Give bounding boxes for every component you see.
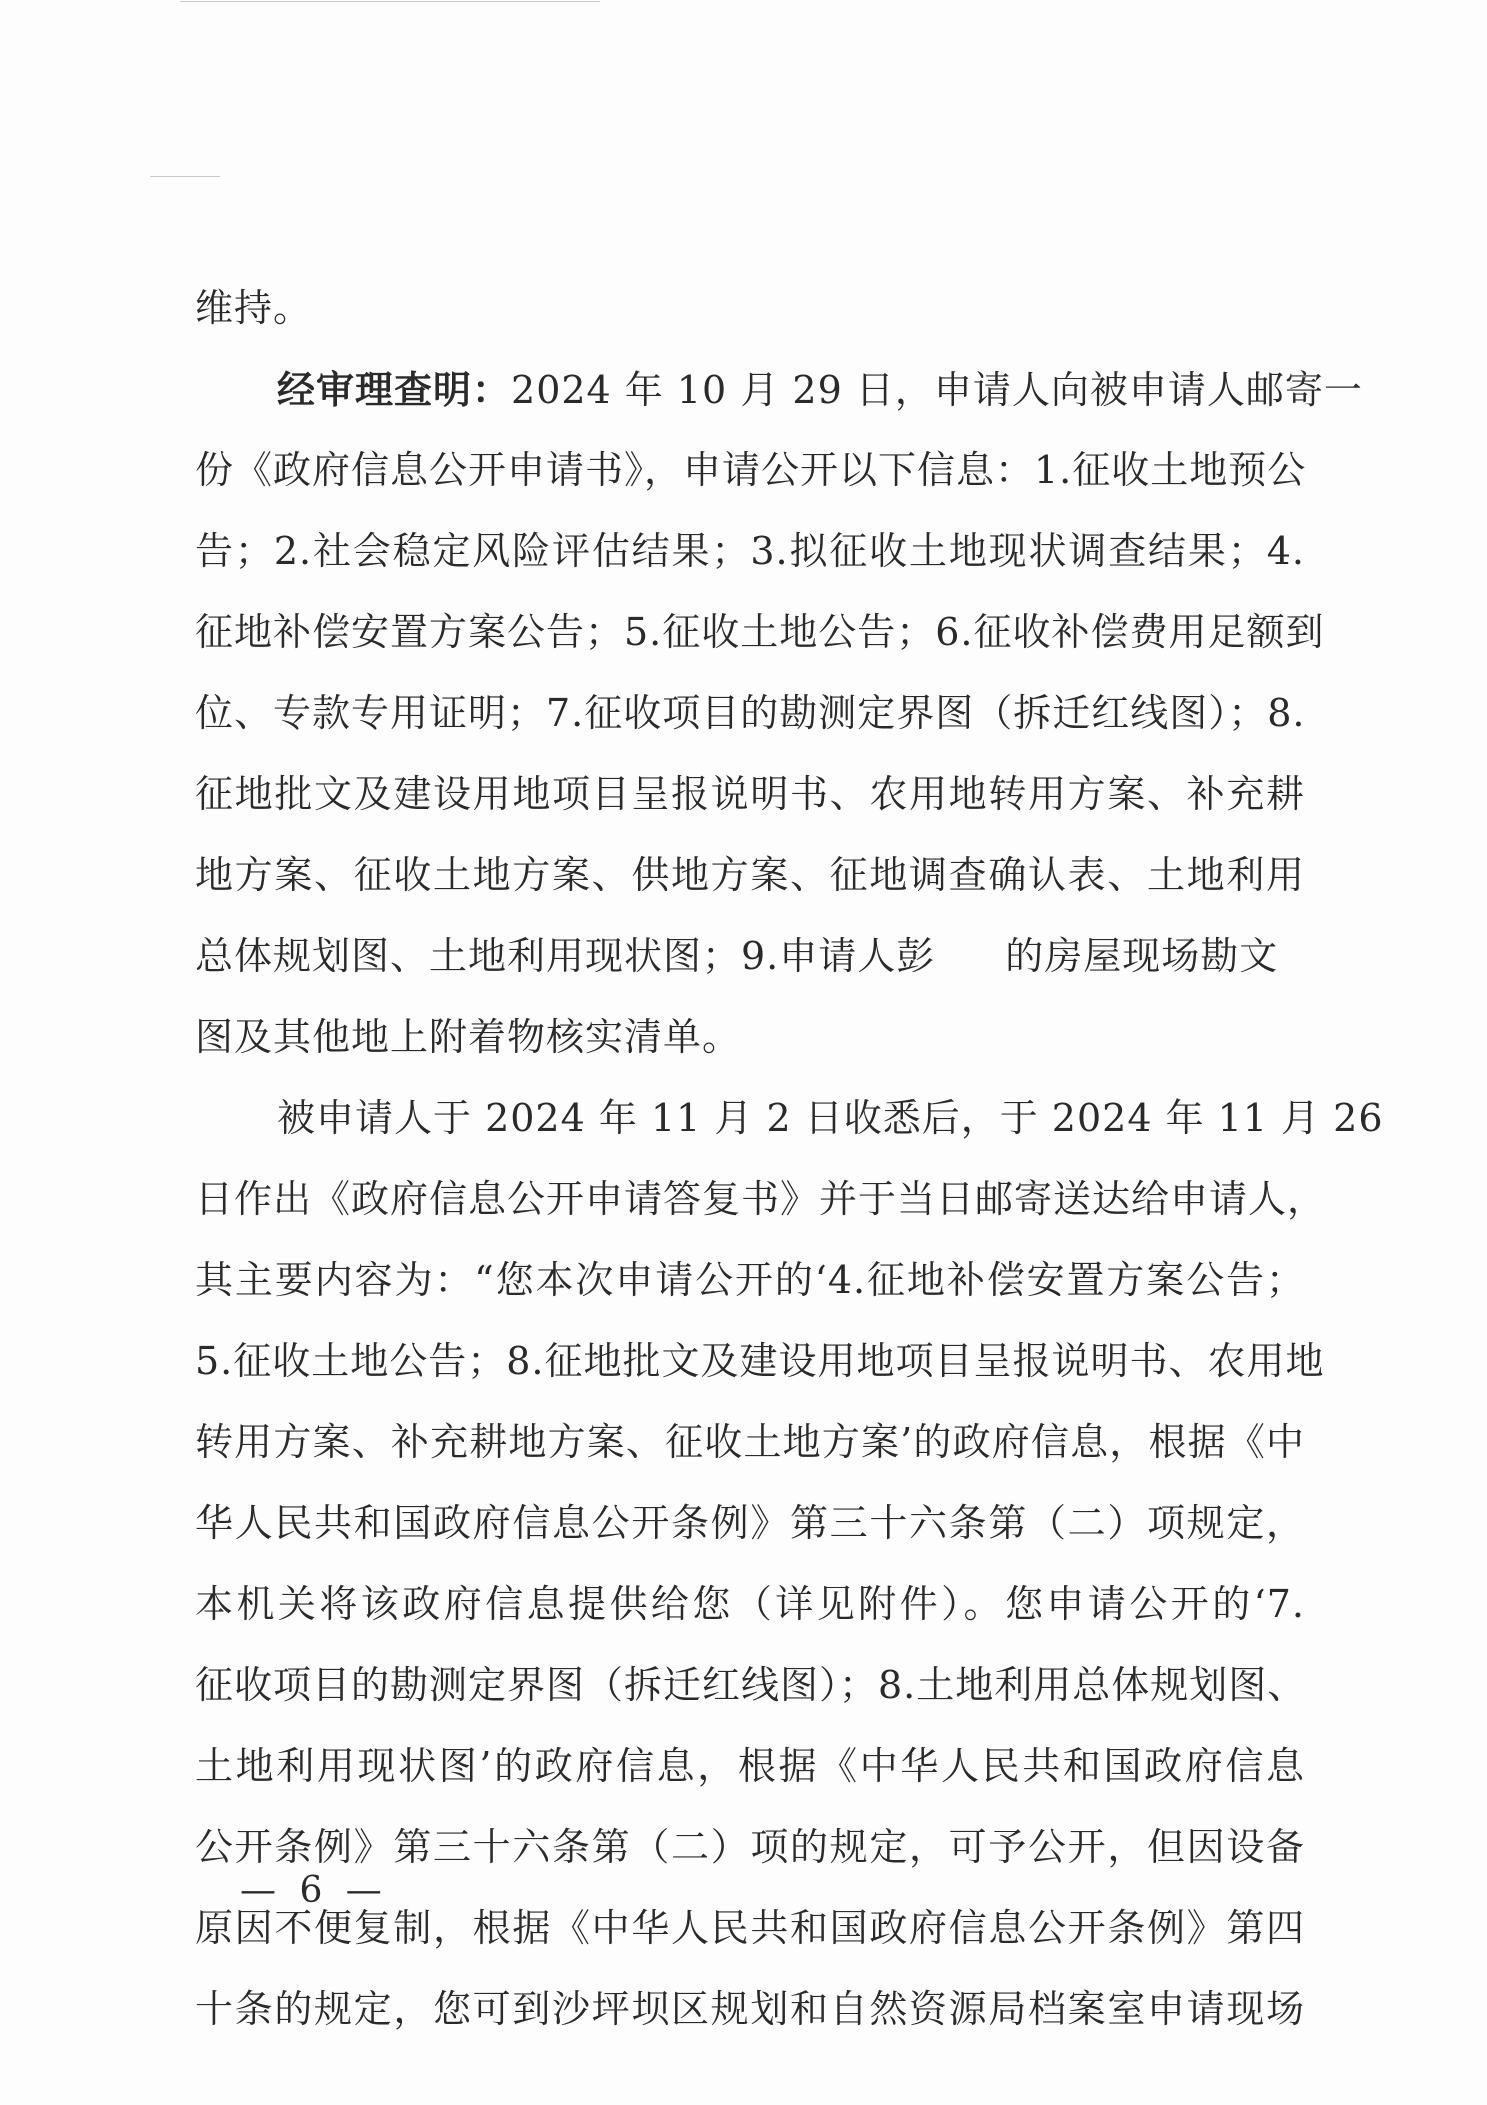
text-line xyxy=(195,349,1363,430)
text-line: 其主要内容为：“您本次申请公开的‘4.征地补偿安置方案公告； xyxy=(195,1258,1305,1302)
text-span: 的房屋现场勘文 xyxy=(1005,934,1279,978)
text-line: 地方案、征收土地方案、供地方案、征地调查确认表、土地利用 xyxy=(195,853,1305,897)
scan-artifact-line xyxy=(150,176,220,177)
text-line: 告；2.社会稳定风险评估结果；3.拟征收土地现状调查结果；4. xyxy=(195,529,1305,573)
scan-artifact-line xyxy=(180,1,600,2)
text-line: 征收项目的勘测定界图（拆迁红线图）；8.土地利用总体规划图、 xyxy=(195,1663,1307,1707)
text-line: 份《政府信息公开申请书》，申请公开以下信息：1.征收土地预公 xyxy=(195,448,1307,492)
text-line: 本机关将该政府信息提供给您（详见附件）。您申请公开的‘7. xyxy=(195,1582,1305,1626)
page-number: — 6 — xyxy=(240,1870,388,1911)
text-line: 转用方案、补充耕地方案、征收土地方案’的政府信息，根据《中 xyxy=(195,1420,1305,1464)
text-line: 日作出《政府信息公开申请答复书》并于当日邮寄送达给申请人， xyxy=(195,1177,1327,1221)
text-line: 华人民共和国政府信息公开条例》第三十六条第（二）项规定， xyxy=(195,1501,1305,1545)
text-line: 5.征收土地公告；8.征地批文及建设用地项目呈报说明书、农用地 xyxy=(195,1339,1325,1383)
text-span: 总体规划图、土地利用现状图；9.申请人彭 xyxy=(195,934,936,978)
text-line: 十条的规定，您可到沙坪坝区规划和自然资源局档案室申请现场 xyxy=(195,1987,1305,2031)
text-line: 图及其他地上附着物核实清单。 xyxy=(195,1015,742,1059)
text-line: 维持。 xyxy=(195,286,313,330)
text-line: 土地利用现状图’的政府信息，根据《中华人民共和国政府信息 xyxy=(195,1744,1305,1788)
text-line: 位、专款专用证明；7.征收项目的勘测定界图（拆迁红线图）；8. xyxy=(195,691,1306,735)
section-lead: 经审理查明： xyxy=(277,367,512,412)
text-line: 原因不便复制，根据《中华人民共和国政府信息公开条例》第四 xyxy=(195,1906,1305,1950)
text-line: 公开条例》第三十六条第（二）项的规定，可予公开，但因设备 xyxy=(195,1825,1305,1869)
text-line xyxy=(195,916,1305,997)
text-line: 征地批文及建设用地项目呈报说明书、农用地转用方案、补充耕 xyxy=(195,772,1305,816)
text-span: 2024 年 10 月 29 日，申请人向被申请人邮寄一 xyxy=(511,368,1363,412)
text-line: 征地补偿安置方案公告；5.征收土地公告；6.征收补偿费用足额到 xyxy=(195,610,1325,654)
text-line: 被申请人于 2024 年 11 月 2 日收悉后，于 2024 年 11 月 26 xyxy=(277,1096,1384,1140)
document-body xyxy=(195,268,1384,2050)
